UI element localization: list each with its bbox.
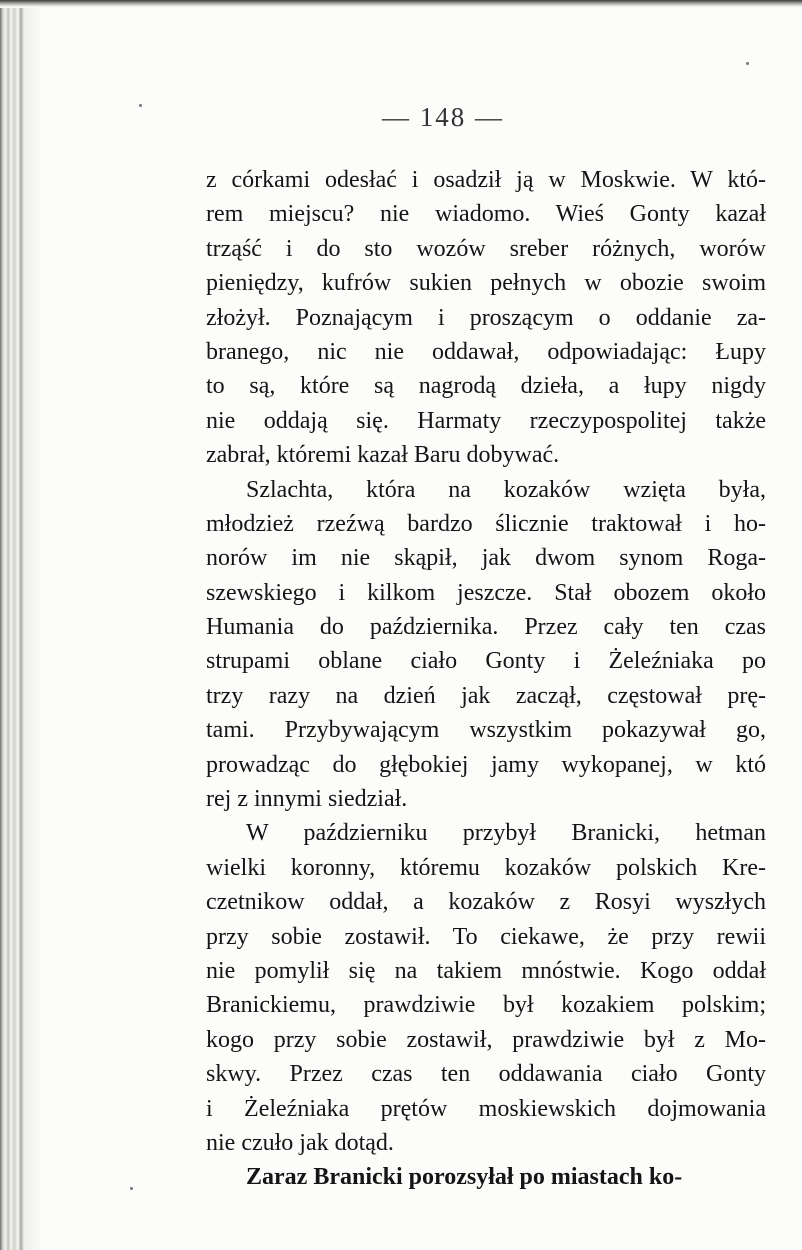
page-binding-edge [0,0,40,1250]
text-line: przy sobie zostawił. To ciekawe, że przy rewii [206,923,766,950]
text-line: W październiku przybył Branicki, hetman [246,820,766,847]
paragraph [206,1160,766,1194]
text-line: Szlachta, która na kozaków wzięta była, [246,476,766,503]
text-line: nie pomylił się na takiem mnóstwie. Kogo oddał [206,957,766,984]
text-line: szewskiego i kilkom jeszcze. Stał obozem około [206,579,766,606]
text-line: tami. Przybywającym wszystkim pokazywał go, [206,717,766,744]
text-line: zabrał, któremi kazał Baru dobywać. [206,442,560,469]
text-line: Zaraz Branicki porozsyłał po miastach ko- [246,1164,683,1191]
text-line: młodzież rzeźwą bardzo ślicznie traktował i ho- [206,510,766,537]
text-line: Humania do października. Przez cały ten czas [206,614,766,641]
body-text [206,163,766,1195]
text-line: kogo przy sobie zostawił, prawdziwie był z Mo- [206,1026,766,1053]
text-line: rem miejscu? nie wiadomo. Wieś Gonty kazał [206,201,766,228]
paragraph [206,163,766,473]
text-line: nie oddają się. Harmaty rzeczypospolitej także [206,407,766,434]
text-line: strupami oblane ciało Gonty i Żeleźniaka po [206,648,766,675]
text-line: Branickiemu, prawdziwie był kozakiem polskim; [206,992,766,1019]
text-line: branego, nic nie oddawał, odpowiadając: Łupy [206,338,766,365]
paper-speck [746,62,749,65]
text-line: rej z innymi siedział. [206,786,408,813]
text-line: i Żeleźniaka prętów moskiewskich dojmowania [206,1095,766,1122]
paper-speck [139,104,142,107]
text-line: złożył. Poznającym i proszącym o oddanie za- [206,304,766,331]
text-line: skwy. Przez czas ten oddawania ciało Gonty [206,1061,766,1088]
paragraph [206,816,766,1160]
paper-speck [130,1187,133,1190]
page-number: — 148 — [382,102,504,132]
text-line: trzy razy na dzień jak zaczął, częstował prę- [206,682,766,709]
text-line: czetnikow oddał, a kozaków z Rosyi wyszłych [206,889,766,916]
text-line: z córkami odesłać i osadził ją w Moskwie. W któ- [206,167,766,193]
text-line: wielki koronny, któremu kozaków polskich Kre- [206,854,766,881]
page-top-edge [0,0,802,8]
paragraph [206,473,766,817]
text-line: pieniędzy, kufrów sukien pełnych w obozie swoim [206,270,766,297]
text-line: prowadząc do głębokiej jamy wykopanej, w któ [206,751,766,778]
text-line: to są, które są nagrodą dzieła, a łupy nigdy [206,373,766,400]
text-line: norów im nie skąpił, jak dwom synom Roga- [206,545,766,572]
text-line: nie czuło jak dotąd. [206,1129,394,1156]
text-line: trząść i do sto wozów sreber różnych, worów [206,235,766,262]
